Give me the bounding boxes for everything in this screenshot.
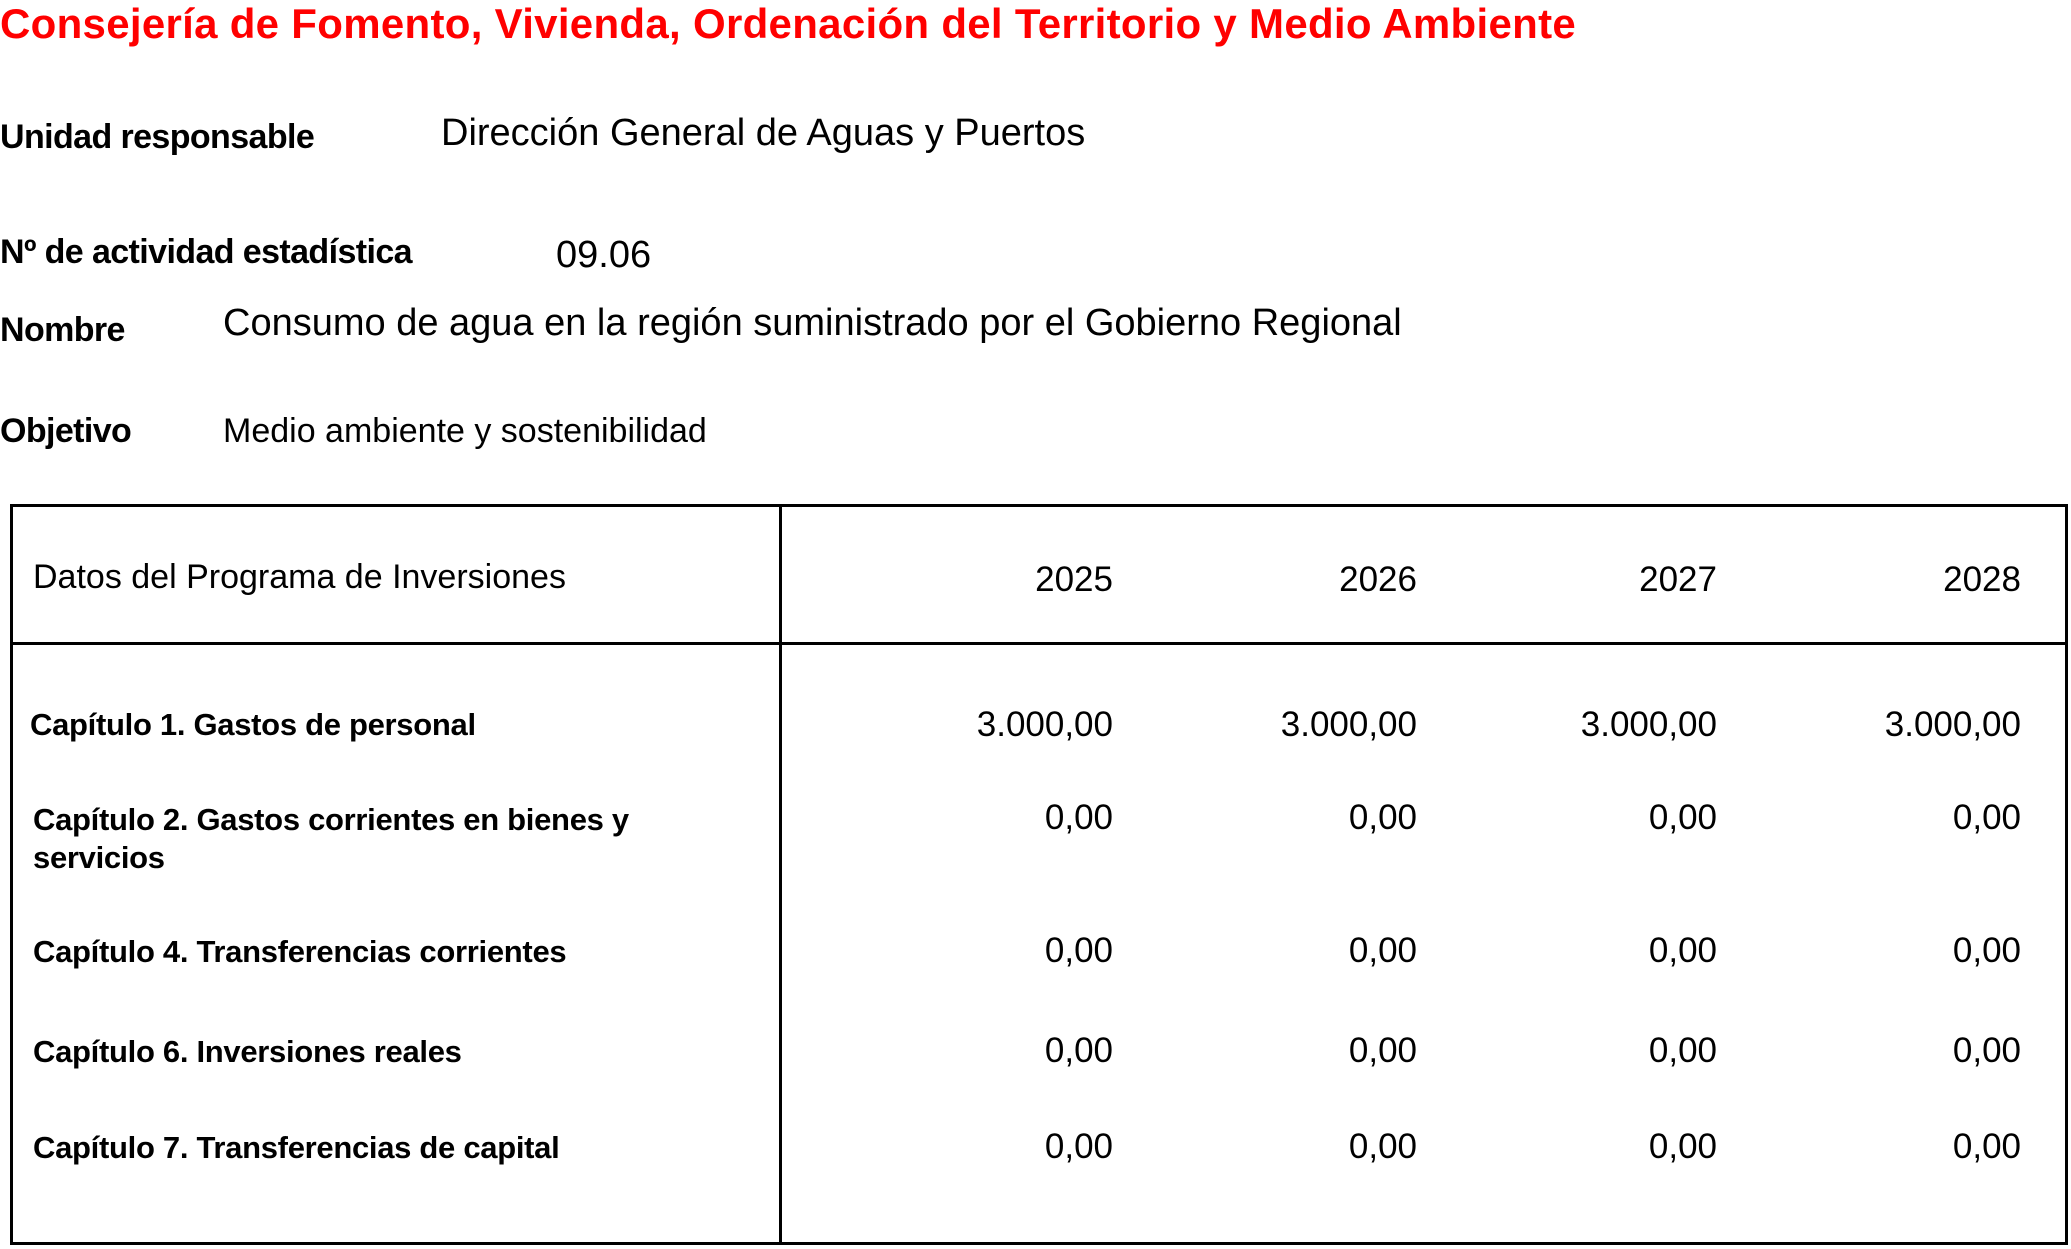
- table-row-label-continuation: servicios: [33, 840, 165, 875]
- table-header-label: Datos del Programa de Inversiones: [33, 558, 566, 596]
- year-header-2026: 2026: [1339, 560, 1417, 599]
- year-header-2027: 2027: [1639, 560, 1717, 599]
- page-title: Consejería de Fomento, Vivienda, Ordenación del Territorio y Medio Ambiente: [0, 0, 1577, 47]
- table-cell: 0,00: [1044, 798, 1113, 837]
- table-row-label: Capítulo 2. Gastos corrientes en bienes y: [33, 802, 629, 837]
- table-cell: 0,00: [1952, 1127, 2021, 1166]
- nombre-label: Nombre: [0, 311, 125, 349]
- actividad-value: 09.06: [556, 234, 652, 276]
- table-row-label: Capítulo 4. Transferencias corrientes: [33, 934, 567, 969]
- objetivo-value: Medio ambiente y sostenibilidad: [223, 412, 707, 450]
- table-cell: 3.000,00: [1884, 705, 2021, 744]
- year-header-2028: 2028: [1943, 560, 2021, 599]
- table-header-divider: [10, 642, 2068, 645]
- actividad-label: Nº de actividad estadística: [0, 233, 412, 271]
- table-cell: 0,00: [1648, 1031, 1717, 1070]
- table-cell: 0,00: [1348, 1031, 1417, 1070]
- table-cell: 0,00: [1648, 1127, 1717, 1166]
- table-cell: 0,00: [1348, 798, 1417, 837]
- table-cell: 0,00: [1044, 1031, 1113, 1070]
- table-cell: 0,00: [1648, 931, 1717, 970]
- table-cell: 3.000,00: [976, 705, 1113, 744]
- unidad-responsable-label: Unidad responsable: [0, 118, 315, 156]
- table-cell: 0,00: [1952, 931, 2021, 970]
- table-cell: 0,00: [1648, 798, 1717, 837]
- table-cell: 0,00: [1044, 931, 1113, 970]
- table-cell: 0,00: [1348, 931, 1417, 970]
- table-cell: 0,00: [1044, 1127, 1113, 1166]
- table-cell: 0,00: [1348, 1127, 1417, 1166]
- table-cell: 0,00: [1952, 1031, 2021, 1070]
- objetivo-label: Objetivo: [0, 412, 132, 450]
- table-cell: 0,00: [1952, 798, 2021, 837]
- table-row-label: Capítulo 1. Gastos de personal: [30, 707, 476, 742]
- year-header-2025: 2025: [1035, 560, 1113, 599]
- table-cell: 3.000,00: [1280, 705, 1417, 744]
- table-cell: 3.000,00: [1580, 705, 1717, 744]
- nombre-value: Consumo de agua en la región suministrado por el Gobierno Regional: [223, 302, 1402, 344]
- table-row-label: Capítulo 7. Transferencias de capital: [33, 1130, 560, 1165]
- table-row-label: Capítulo 6. Inversiones reales: [33, 1034, 462, 1069]
- table-column-divider: [779, 504, 782, 1245]
- unidad-responsable-value: Dirección General de Aguas y Puertos: [441, 112, 1086, 154]
